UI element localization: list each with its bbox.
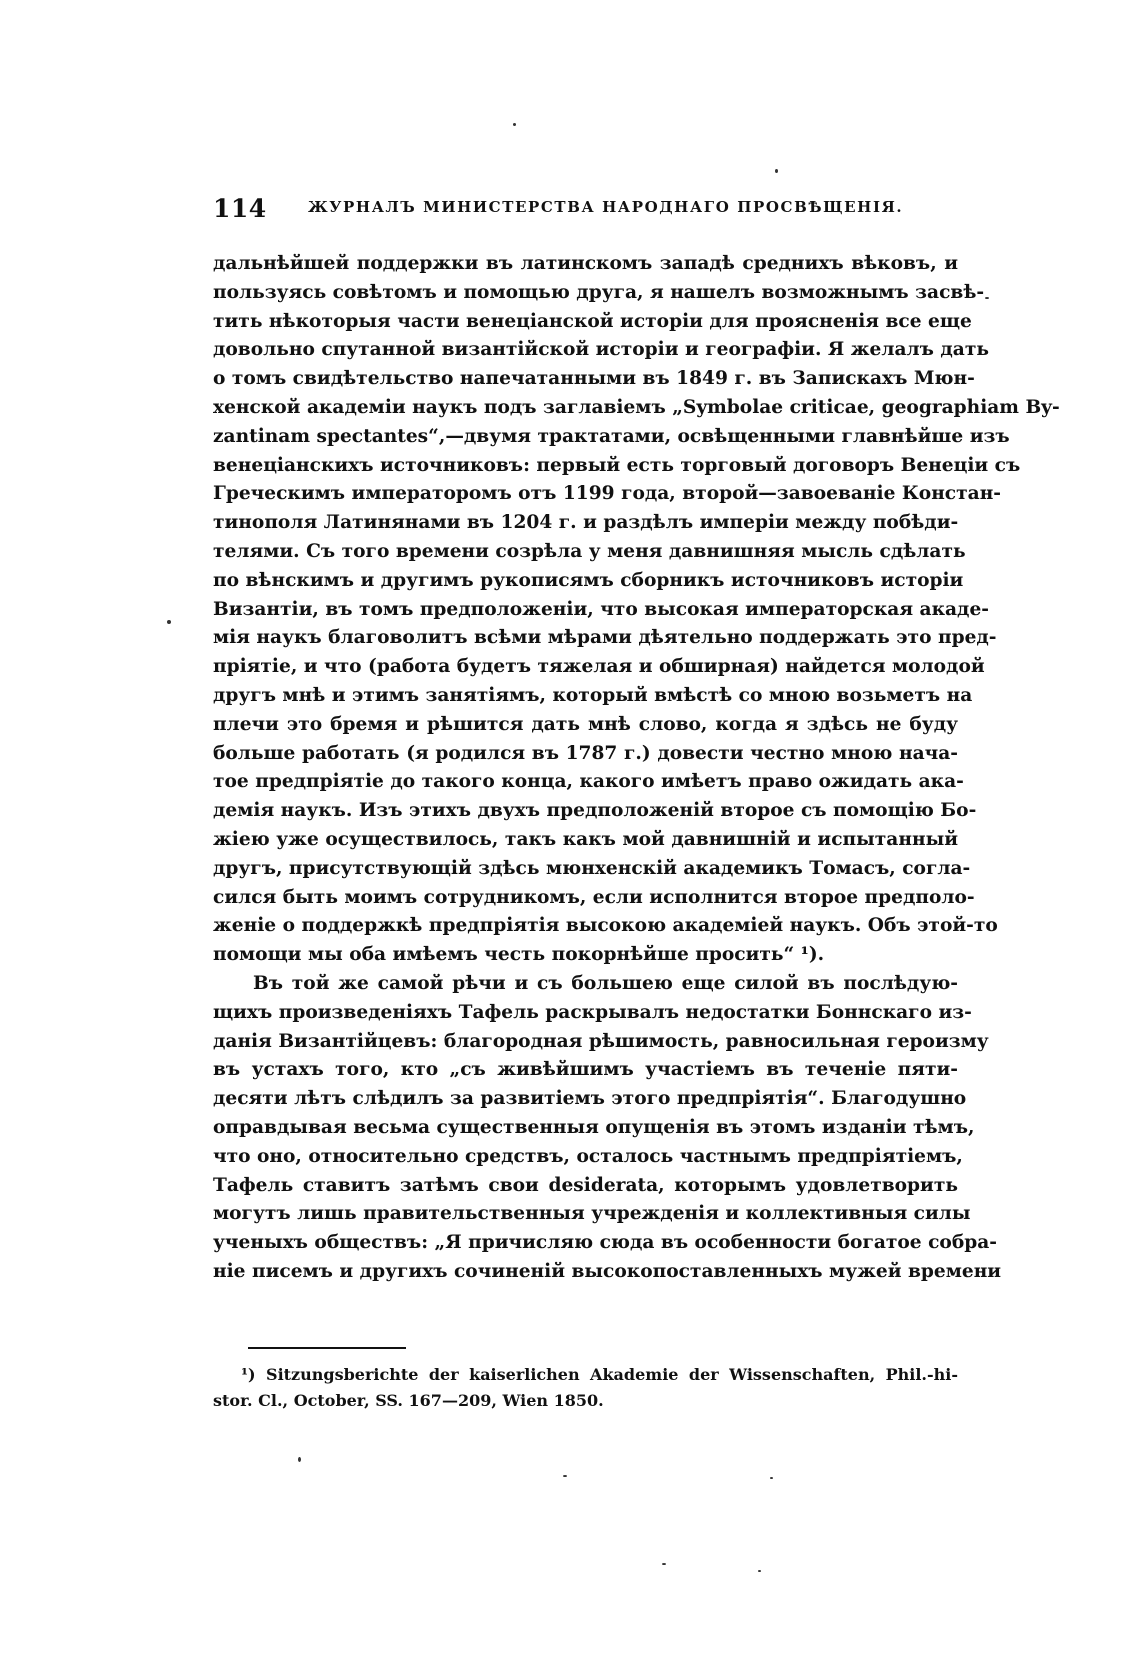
scan-speck [985, 297, 989, 299]
text-line: демія наукъ. Изъ этихъ двухъ предположеній второе съ помощію Бо- [213, 800, 977, 822]
text-line: по вѣнскимъ и другимъ рукописямъ сборникъ источниковъ исторіи [213, 569, 964, 591]
scan-speck [563, 1475, 567, 1477]
text-line: тое предпріятіе до такого конца, какого имѣетъ право ожидать ака- [213, 771, 964, 793]
text-line: о томъ свидѣтельство напечатанными въ 1849 г. въ Запискахъ Мюн- [213, 368, 975, 390]
text-line: довольно спутанной византійской исторіи и географіи. Я желалъ дать [213, 339, 989, 361]
text-line: тинополя Латинянами въ 1204 г. и раздѣлъ имперіи между побѣди- [213, 512, 959, 534]
text-line: Греческимъ императоромъ отъ 1199 года, второй—завоеваніе Констан- [213, 483, 1002, 505]
page-number: 114 [213, 194, 267, 223]
text-line: телями. Съ того времени созрѣла у меня давнишняя мысль сдѣлать [213, 540, 966, 562]
scan-speck [167, 620, 171, 624]
footnotes [213, 1362, 958, 1414]
text-line: женіе о поддержкѣ предпріятія высокою академіей наукъ. Объ этой-то [213, 915, 998, 937]
text-line: дальнѣйшей поддержки въ латинскомъ западѣ среднихъ вѣковъ, и [213, 253, 958, 274]
text-line: тить нѣкоторыя части венеціанской исторіи для проясненія все еще [213, 310, 972, 332]
text-line: сился быть моимъ сотрудникомъ, если исполнится второе предполо- [213, 886, 975, 908]
footnote-line: ¹) Sitzungsberichte der kaiserlichen Akademie der Wissenschaften, Phil.-hi- [241, 1365, 958, 1384]
text-line: оправдывая весьма существенныя опущенія въ этомъ изданіи тѣмъ, [213, 1116, 975, 1138]
text-line: пользуясь совѣтомъ и помощью друга, я нашелъ возможнымъ засвѣ- [213, 281, 985, 303]
scan-speck [775, 169, 778, 173]
text-line: ніе писемъ и другихъ сочиненій высокопоставленныхъ мужей времени [213, 1260, 1002, 1282]
scan-speck [662, 1563, 666, 1565]
text-line: щихъ произведеніяхъ Тафель раскрывалъ недостатки Боннскаго из- [213, 1001, 972, 1023]
text-line: жіею уже осуществилось, такъ какъ мой давнишній и испытанный [213, 828, 958, 850]
text-line: мія наукъ благоволитъ всѣми мѣрами дѣятельно поддержать это пред- [213, 627, 997, 649]
text-line: пріятіе, и что (работа будетъ тяжелая и обширная) найдется молодой [213, 656, 985, 678]
text-line: больше работать (я родился въ 1787 г.) довести честно мною нача- [213, 742, 958, 764]
scan-speck [513, 123, 516, 126]
page-header [213, 194, 958, 226]
text-line: ученыхъ обществъ: „Я причисляю сюда въ особенности богатое собра- [213, 1232, 998, 1254]
scan-speck [298, 1457, 301, 1462]
scan-speck [758, 1570, 761, 1572]
body-text [213, 250, 1060, 1287]
text-line-paragraph-end: помощи мы оба имѣемъ честь покорнѣйше просить“ ¹). [213, 944, 825, 966]
text-line: zantinam spectantes“,—двумя трактатами, освѣщенными главнѣйше изъ [213, 425, 1010, 447]
scan-speck [770, 1477, 773, 1479]
text-line: другъ мнѣ и этимъ занятіямъ, который вмѣстѣ со мною возьметъ на [213, 684, 973, 706]
footnote-divider [248, 1347, 406, 1349]
text-line: десяти лѣтъ слѣдилъ за развитіемъ этого предпріятія“. Благодушно [213, 1088, 967, 1110]
text-line: данія Византійцевъ: благородная рѣшимость, равносильная героизму [213, 1030, 989, 1052]
text-line: могутъ лишь правительственныя учрежденія и коллективныя силы [213, 1203, 971, 1225]
text-line: что оно, относительно средствъ, осталось частнымъ предпріятіемъ, [213, 1145, 963, 1167]
footnote-line: stor. Cl., October, SS. 167—209, Wien 1850. [213, 1391, 604, 1410]
running-title: ЖУРНАЛЪ МИНИСТЕРСТВА НАРОДНАГО ПРОСВѢЩЕНІЯ. [308, 198, 904, 216]
text-line: венеціанскихъ источниковъ: первый есть торговый договоръ Венеціи съ [213, 454, 1021, 476]
text-line: Тафель ставитъ затѣмъ свои desiderata, которымъ удовлетворить [213, 1174, 958, 1196]
text-line: плечи это бремя и рѣшится дать мнѣ слово, когда я здѣсь не буду [213, 713, 958, 735]
text-line: другъ, присутствующій здѣсь мюнхенскій академикъ Томасъ, согла- [213, 857, 971, 879]
text-line: Византіи, въ томъ предположеніи, что высокая императорская акаде- [213, 598, 989, 620]
text-line: хенской академіи наукъ подъ заглавіемъ „Symbolae criticae, geographiam By- [213, 396, 1060, 418]
text-line: въ устахъ того, кто „съ живѣйшимъ участіемъ въ теченіе пяти- [213, 1059, 958, 1081]
text-line-paragraph-start: Въ той же самой рѣчи и съ большею еще силой въ послѣдую- [253, 972, 958, 994]
